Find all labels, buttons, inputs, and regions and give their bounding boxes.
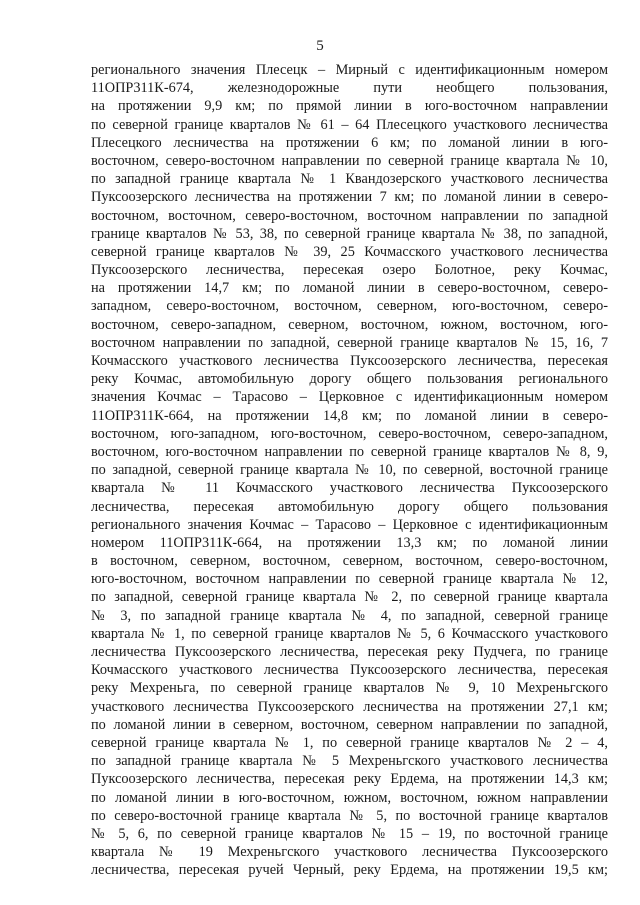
text-line: участкового лесничества Пуксоозерского лесничества на протяжении 27,1 км; (91, 698, 608, 715)
text-line: по ломаной линии в северном, восточном, северном направлении по западной, (91, 716, 608, 733)
text-line: восточном, северо-западном, северном, восточном, южном, восточном, юго- (91, 316, 608, 333)
text-line: юго-восточном, восточном направлении по северной границе квартала № 12, (91, 571, 608, 588)
text-line: Кочмасского участкового лесничества Пуксоозерского лесничества, пересекая (91, 353, 608, 369)
text-line: значения Кочмас – Тарасово – Церковное с идентификационным номером (91, 389, 608, 406)
text-line: восточном, северо-восточном направлении по северной границе квартала № 10, (91, 152, 608, 169)
document-body-text (91, 61, 608, 879)
text-line: регионального значения Кочмас – Тарасово – Церковное с идентификационным (91, 516, 608, 533)
text-line: Кочмасского участкового лесничества Пуксоозерского лесничества, пересекая (91, 662, 608, 679)
text-line: № 3, по западной границе квартала № 4, по западной, северной границе (91, 607, 608, 624)
text-line: по северной границе кварталов № 61 – 64 Плесецкого участкового лесничества (91, 116, 608, 133)
text-line: № 5, 6, по северной границе кварталов № 15 – 19, по восточной границе (91, 825, 608, 842)
text-line: в восточном, северном, восточном, северном, восточном, северо-восточном, (91, 553, 608, 570)
text-line: по западной границе квартала № 1 Квандозерского участкового лесничества (91, 171, 608, 188)
text-line: Пуксоозерского лесничества на протяжении 7 км; по ломаной линии в северо- (91, 189, 608, 206)
text-line: квартала № 11 Кочмасского участкового лесничества Пуксоозерского (91, 480, 608, 497)
text-line: Пуксоозерского лесничества, пересекая реку Ердема, на протяжении 14,3 км; (91, 771, 608, 788)
text-line: по западной, северной границе квартала № 2, по северной границе квартала (91, 589, 608, 606)
text-line: номером 11ОПР311К-664, на протяжении 13,3 км; по ломаной линии (91, 534, 608, 551)
text-line: реку Кочмас, автомобильную дорогу общего пользования регионального (91, 371, 608, 388)
text-line: восточном, восточном, северо-восточном, восточном направлении по западной (91, 207, 608, 224)
text-line: по ломаной линии в юго-восточном, южном, восточном, южном направлении (91, 789, 608, 806)
text-line: реку Мехреньга, по северной границе кварталов № 9, 10 Мехреньгского (91, 680, 608, 697)
text-line: северной границе квартала № 1, по северной границе кварталов № 2 – 4, (91, 734, 608, 751)
text-line: 11ОПР311К-664, на протяжении 14,8 км; по ломаной линии в северо- (91, 407, 608, 424)
text-line: Плесецкого лесничества на протяжении 6 км; по ломаной линии в юго- (91, 134, 608, 151)
text-line: восточном, юго-восточном направлении по северной границе кварталов № 8, 9, (91, 443, 608, 460)
text-line: восточном, юго-западном, юго-восточном, северо-восточном, северо-западном, (91, 425, 608, 442)
text-line: по северо-восточной границе квартала № 5, по восточной границе кварталов (91, 807, 608, 824)
text-line: лесничества Пуксоозерского лесничества, пересекая реку Пудчега, по границе (91, 644, 608, 660)
text-line: регионального значения Плесецк – Мирный с идентификационным номером (91, 62, 608, 78)
text-line: квартала № 19 Мехреньгского участкового лесничества Пуксоозерского (91, 844, 608, 861)
text-line: квартала № 1, по северной границе кварталов № 5, 6 Кочмасского участкового (91, 625, 608, 642)
text-line: западном, северо-восточном, восточном, северном, юго-восточном, северо- (91, 298, 608, 315)
page-number: 5 (316, 38, 324, 54)
text-line: северной границе кварталов № 39, 25 Кочмасского участкового лесничества (91, 243, 608, 260)
text-line: на протяжении 9,9 км; по прямой линии в юго-восточном направлении (91, 98, 608, 115)
text-line: границе кварталов № 53, 38, по северной границе квартала № 38, по западной, (91, 225, 608, 242)
text-line: 11ОПР311К-674, железнодорожные пути необщего пользования, (91, 80, 608, 97)
text-line: лесничества, пересекая ручей Черный, реку Ердема, на протяжении 19,5 км; (91, 862, 608, 879)
text-line: восточном направлении по западной, северной границе кварталов № 15, 16, 7 (91, 334, 608, 351)
text-line: лесничества, пересекая автомобильную дорогу общего пользования (91, 498, 608, 515)
text-line: Пуксоозерского лесничества, пересекая озеро Болотное, реку Кочмас, (91, 262, 608, 279)
text-line: по западной границе квартала № 5 Мехреньгского участкового лесничества (91, 753, 608, 770)
text-line: по западной, северной границе квартала № 10, по северной, восточной границе (91, 462, 608, 479)
text-line: на протяжении 14,7 км; по ломаной линии в северо-восточном, северо- (91, 280, 608, 297)
